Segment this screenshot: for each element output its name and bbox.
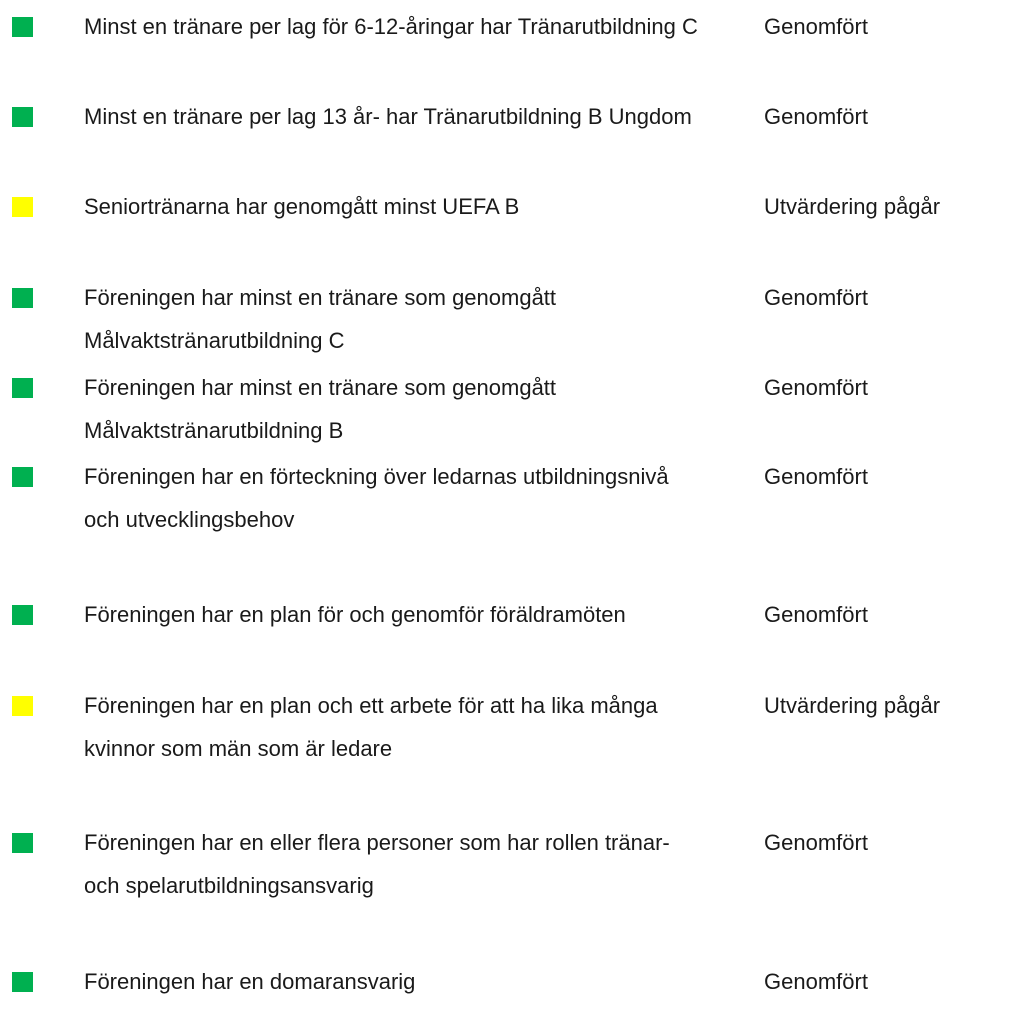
requirement-text: Föreningen har minst en tränare som genomgått Målvaktstränarutbildning C: [84, 285, 557, 353]
requirement-text: Föreningen har en eller flera personer som har rollen tränar- och spelarutbildningsansvarig: [84, 830, 670, 898]
status-label: Genomfört: [764, 285, 868, 310]
status-square-icon: [12, 972, 33, 992]
status-label: Genomfört: [764, 464, 868, 489]
requirement-text: Minst en tränare per lag för 6-12-åringar har Tränarutbildning C: [84, 14, 698, 39]
status-label: Genomfört: [764, 375, 868, 400]
status-label: Utvärdering pågår: [764, 194, 941, 219]
status-square-icon: [12, 467, 33, 487]
status-square-icon: [12, 696, 33, 716]
status-label: Genomfört: [764, 830, 868, 855]
status-label: Genomfört: [764, 14, 868, 39]
requirement-text: Föreningen har en plan och ett arbete för att ha lika många kvinnor som män som är ledare: [84, 693, 658, 761]
status-square-icon: [12, 378, 33, 398]
requirement-text: Föreningen har en förteckning över ledarnas utbildningsnivå och utvecklingsbehov: [84, 464, 669, 532]
status-label: Genomfört: [764, 969, 868, 994]
requirement-text: Seniortränarna har genomgått minst UEFA B: [84, 194, 520, 219]
status-square-icon: [12, 107, 33, 127]
status-square-icon: [12, 833, 33, 853]
requirement-text: Föreningen har minst en tränare som genomgått Målvaktstränarutbildning B: [84, 375, 557, 443]
status-label: Genomfört: [764, 104, 868, 129]
status-label: Genomfört: [764, 602, 868, 627]
status-square-icon: [12, 197, 33, 217]
status-label: Utvärdering pågår: [764, 693, 941, 718]
status-square-icon: [12, 17, 33, 37]
status-square-icon: [12, 605, 33, 625]
requirement-text: Minst en tränare per lag 13 år- har Tränarutbildning B Ungdom: [84, 104, 692, 129]
requirement-text: Föreningen har en plan för och genomför föräldramöten: [84, 602, 626, 627]
requirement-text: Föreningen har en domaransvarig: [84, 969, 416, 994]
status-square-icon: [12, 288, 33, 308]
